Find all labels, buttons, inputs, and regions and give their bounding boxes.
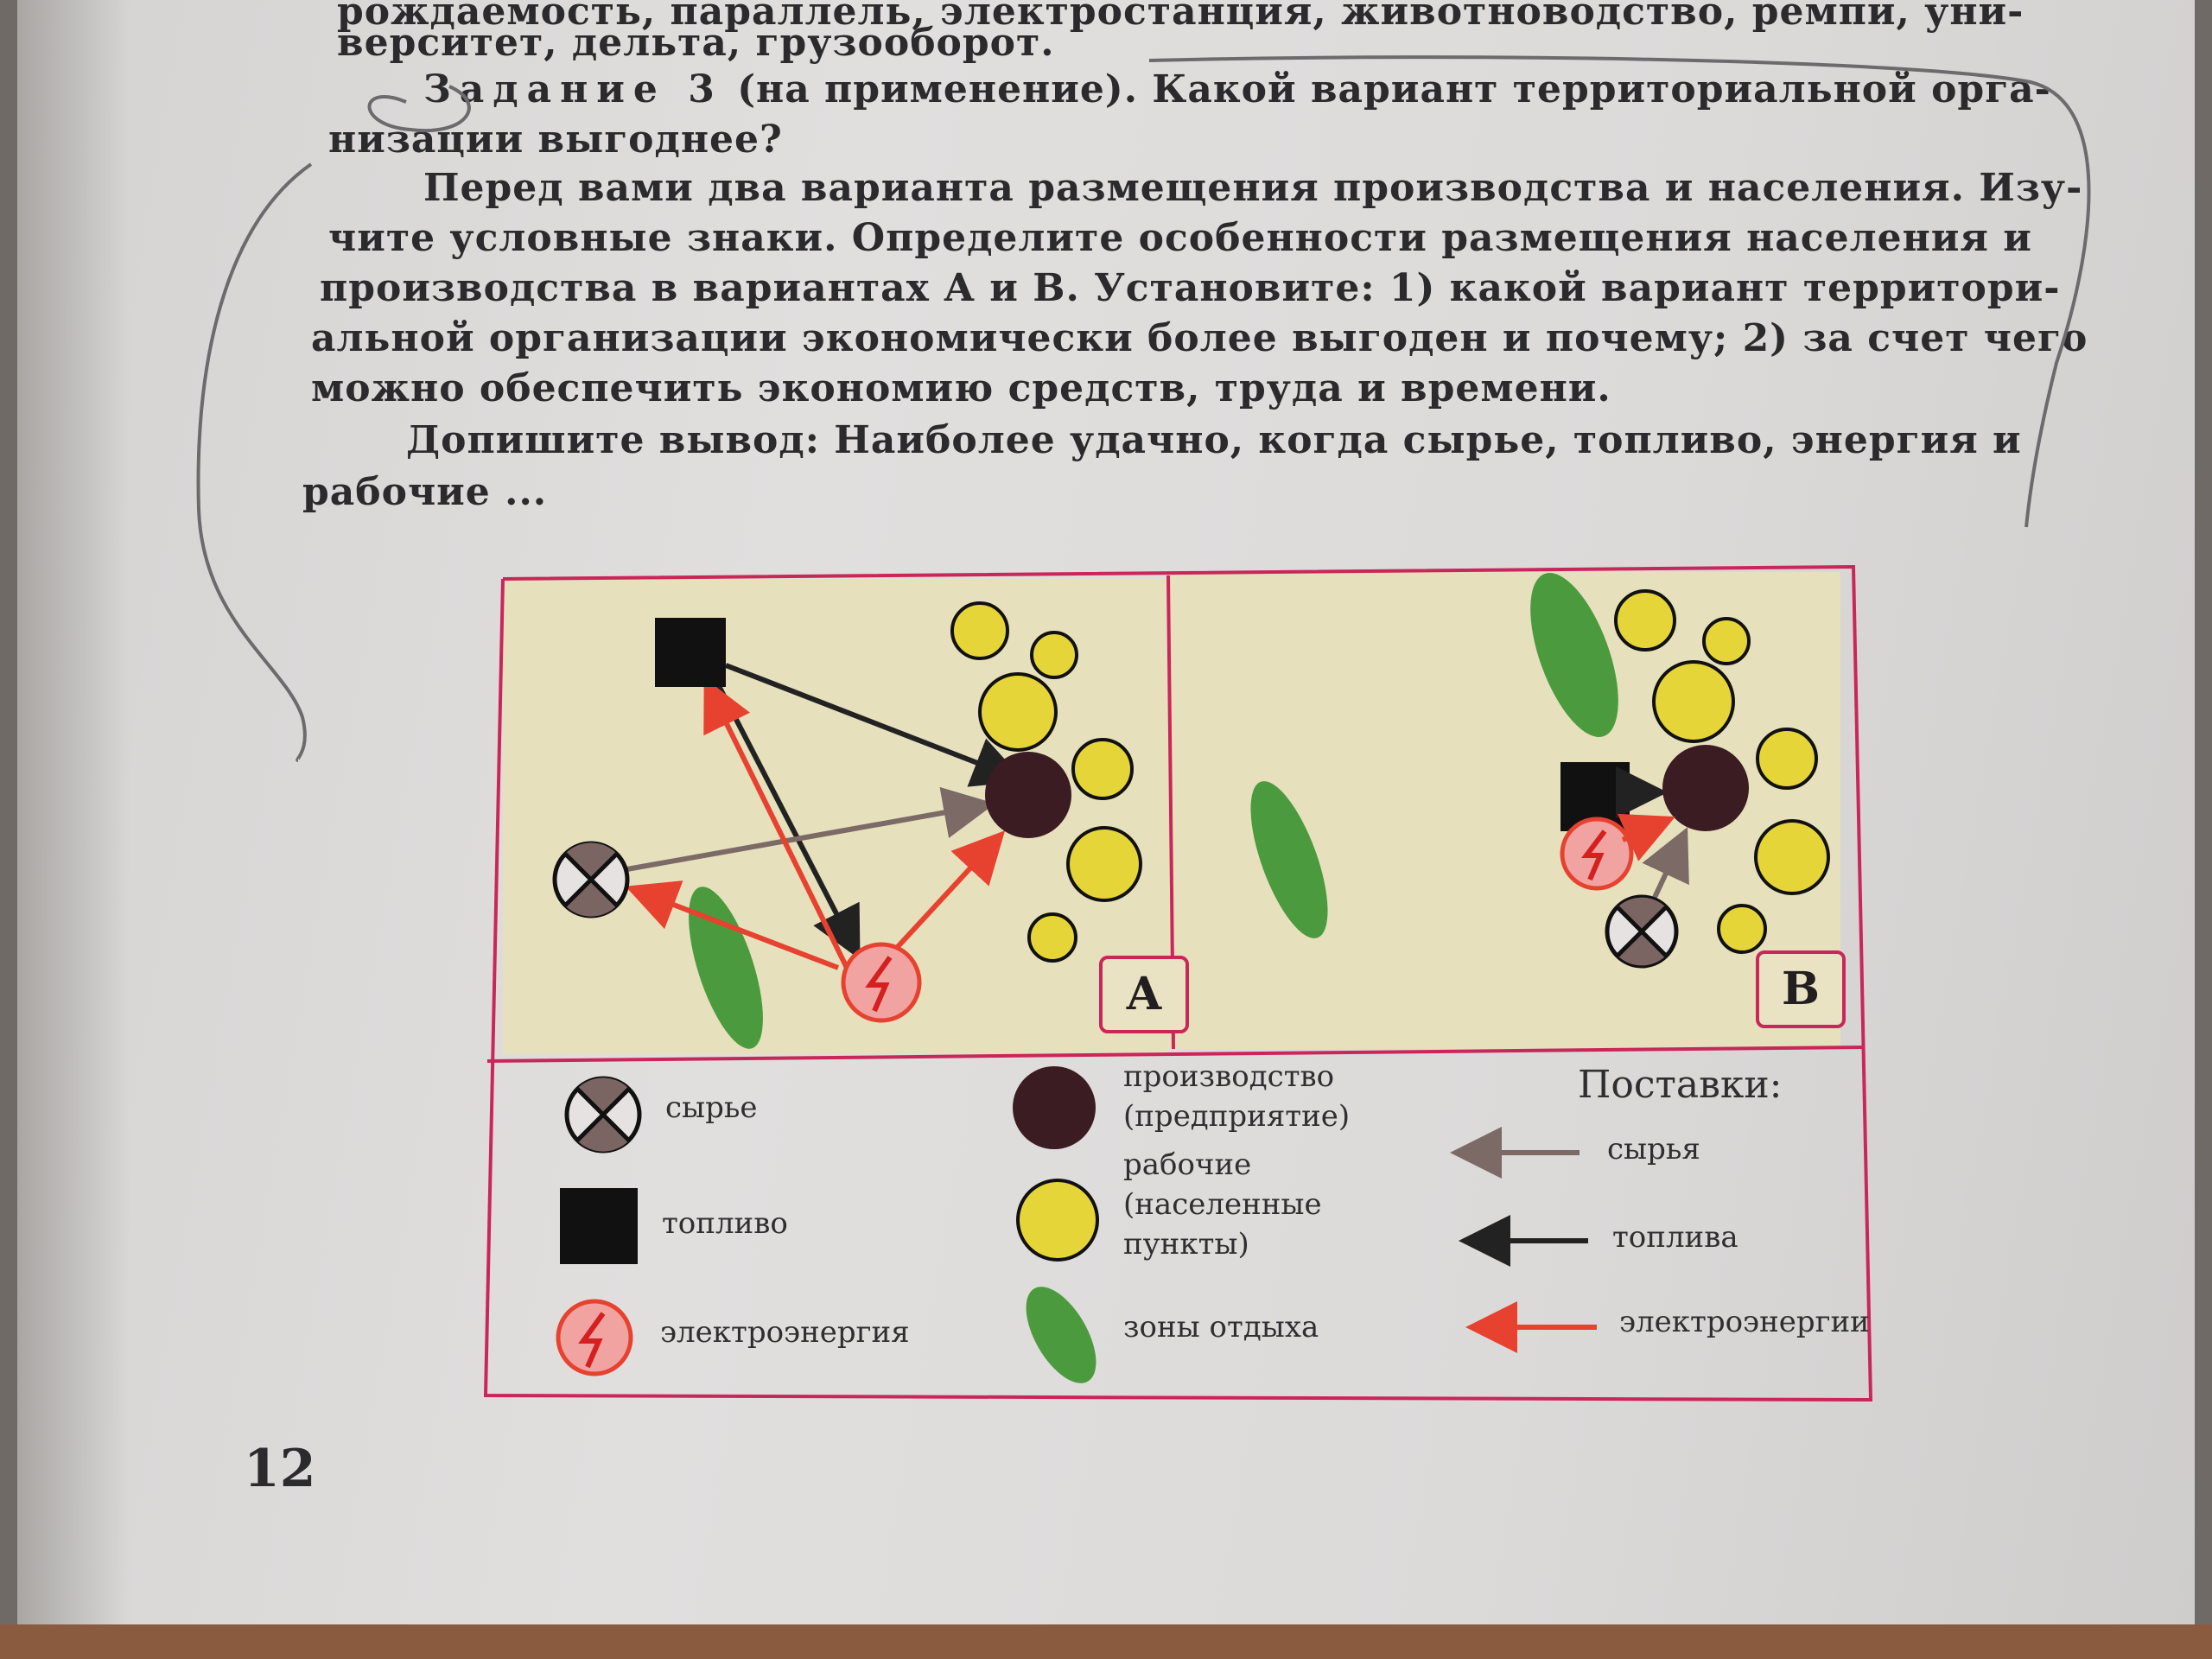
settlement bbox=[1032, 632, 1077, 677]
settlement bbox=[1654, 662, 1733, 741]
production-a bbox=[985, 752, 1071, 838]
panel-a-label: А bbox=[1099, 956, 1189, 1033]
table-surface bbox=[0, 1624, 2212, 1659]
settlement bbox=[1073, 740, 1132, 798]
legend-fuel-label: топливо bbox=[662, 1206, 788, 1241]
settlement bbox=[952, 603, 1007, 658]
legend-energy-label: электроэнергия bbox=[660, 1315, 910, 1350]
conclusion-line-2: рабочие ... bbox=[302, 470, 548, 514]
legend-raw-icon bbox=[567, 1077, 639, 1151]
legend-supply-fuel-label: топлива bbox=[1612, 1220, 1738, 1255]
settlement bbox=[980, 674, 1056, 750]
legend-supply-raw-label: сырья bbox=[1607, 1132, 1700, 1166]
task-title-start: (на применение). Какой вариант территориальной орга- bbox=[737, 67, 2051, 111]
production-b bbox=[1662, 745, 1749, 831]
settlement bbox=[1704, 619, 1749, 664]
paragraph-line-4: альной организации экономически более выгоден и почему; 2) за счет чего bbox=[311, 316, 2088, 360]
settlement bbox=[1758, 729, 1816, 788]
settlement bbox=[1616, 591, 1675, 650]
power-plant-a bbox=[843, 944, 919, 1020]
settlement bbox=[1719, 906, 1765, 952]
legend-production-label-2: (предприятие) bbox=[1123, 1099, 1351, 1134]
paragraph-line-1: Перед вами два варианта размещения производства и населения. Изу- bbox=[423, 166, 2083, 210]
legend-supply-energy-label: электроэнергии bbox=[1619, 1305, 1870, 1339]
legend-recreation-label: зоны отдыха bbox=[1123, 1310, 1319, 1344]
legend-workers-label-1: рабочие bbox=[1123, 1147, 1252, 1182]
task-number: Задание 3 bbox=[423, 67, 723, 111]
legend-workers-icon bbox=[1018, 1180, 1097, 1260]
textbook-page bbox=[17, 0, 2195, 1624]
settlement bbox=[1029, 914, 1076, 961]
legend-recreation-icon bbox=[1012, 1275, 1110, 1394]
conclusion-line-1: Допишите вывод: Наиболее удачно, когда сырье, топливо, энергия и bbox=[406, 418, 2022, 462]
text-line-0: рождаемость, параллель, электростанция, животноводство, ремпи, уни- bbox=[337, 0, 2024, 34]
text-line-1: верситет, дельта, грузооборот. bbox=[337, 21, 1055, 65]
raw-material-a bbox=[555, 842, 627, 916]
legend-production-icon bbox=[1013, 1066, 1096, 1149]
panel-b-label: В bbox=[1756, 950, 1846, 1028]
settlement bbox=[1756, 821, 1828, 893]
legend-workers-label-3: пункты) bbox=[1123, 1227, 1249, 1262]
legend-raw-label: сырье bbox=[665, 1090, 758, 1125]
fuel-source-a bbox=[655, 618, 726, 687]
settlement bbox=[1068, 828, 1141, 900]
figure-drawing bbox=[484, 562, 1953, 1408]
raw-material-b bbox=[1607, 897, 1676, 966]
legend-supplies-title: Поставки: bbox=[1578, 1063, 1783, 1107]
task-title-end: низации выгоднее? bbox=[328, 118, 783, 162]
legend-workers-label-2: (населенные bbox=[1123, 1187, 1322, 1222]
paragraph-line-5: можно обеспечить экономию средств, труда и времени. bbox=[311, 366, 1611, 410]
paragraph-line-3: производства в вариантах А и В. Установите: 1) какой вариант территори- bbox=[320, 266, 2061, 310]
page-number: 12 bbox=[244, 1439, 316, 1499]
territory-figure bbox=[484, 562, 1953, 1408]
legend-fuel-icon bbox=[560, 1188, 638, 1264]
legend-energy-icon bbox=[558, 1301, 631, 1374]
power-plant-b bbox=[1562, 819, 1631, 888]
paragraph-line-2: чите условные знаки. Определите особенности размещения населения и bbox=[328, 216, 2032, 260]
legend-production-label-1: производство bbox=[1123, 1059, 1335, 1094]
